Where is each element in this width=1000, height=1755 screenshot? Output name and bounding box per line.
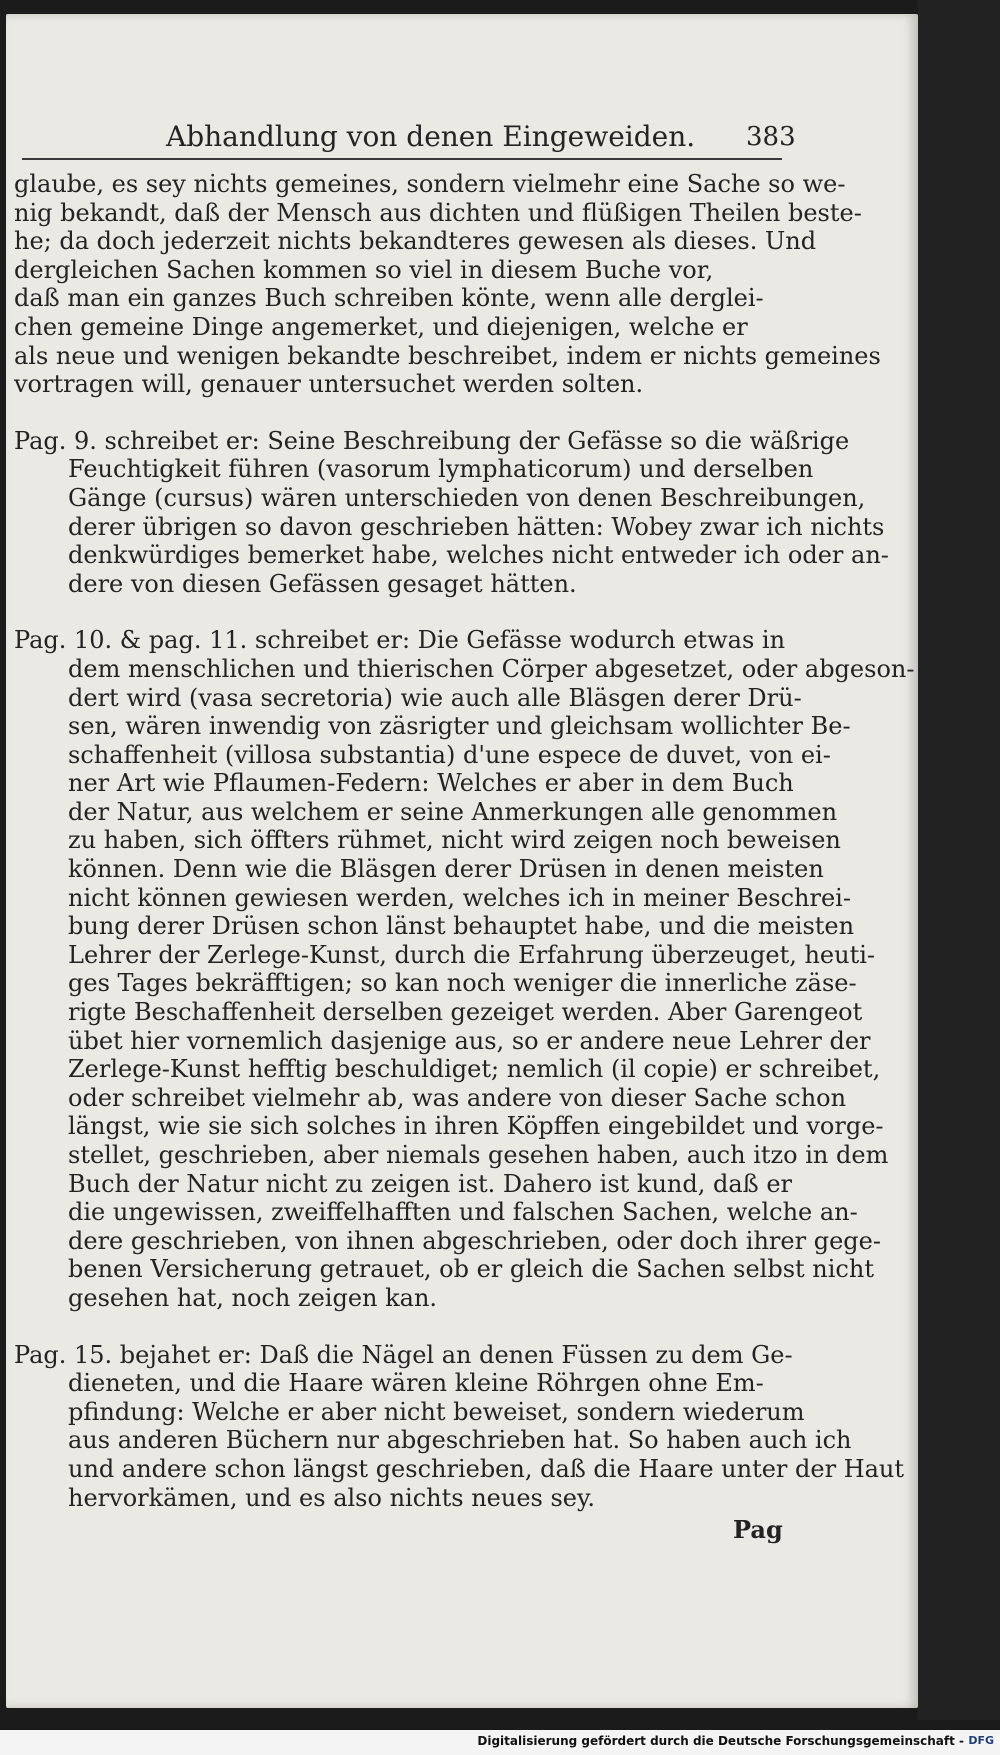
footer-bar bbox=[0, 1730, 1000, 1755]
text-line: pfindung: Welche er aber nicht beweiset, sondern wiederum bbox=[68, 1397, 805, 1426]
running-title: Abhandlung von denen Eingeweiden. bbox=[166, 120, 696, 153]
text-line: bung derer Drüsen schon länst behauptet habe, und die meisten bbox=[68, 912, 855, 941]
text-line: ges Tages bekräfftigen; so kan noch weniger die innerliche zäse- bbox=[68, 969, 857, 998]
paragraph-pag-9 bbox=[14, 426, 889, 599]
text-line: dem menschlichen und thierischen Cörper abgesetzet, oder abgeson- bbox=[68, 654, 915, 683]
text-line: nicht können gewiesen werden, welches ich in meiner Beschrei- bbox=[68, 883, 851, 912]
paragraph-pag-15 bbox=[14, 1340, 905, 1513]
text-line: können. Denn wie die Bläsgen derer Drüsen in denen meisten bbox=[68, 855, 824, 884]
text-line: rigte Beschaffenheit derselben gezeiget werden. Aber Garengeot bbox=[68, 998, 863, 1027]
body-text bbox=[14, 170, 915, 1512]
text-line: nig bekandt, daß der Mensch aus dichten und flüßigen Theilen beste- bbox=[14, 198, 862, 227]
text-line: Feuchtigkeit führen (vasorum lymphaticorum) und derselben bbox=[68, 455, 814, 484]
book-spine-shadow bbox=[918, 0, 1000, 1720]
text-line: stellet, geschrieben, aber niemals gesehen haben, auch itzo in dem bbox=[68, 1141, 889, 1169]
text-line: Zerlege-Kunst hefftig beschuldiget; nemlich (il copie) er schreibet, bbox=[68, 1055, 881, 1084]
text-line: gesehen hat, noch zeigen kan. bbox=[68, 1283, 438, 1312]
paragraph-pag-10-11 bbox=[14, 626, 915, 1312]
text-line: Buch der Natur nicht zu zeigen ist. Dahero ist kund, daß er bbox=[68, 1169, 793, 1198]
text-line: als neue und wenigen bekandte beschreibet, indem er nichts gemeines bbox=[14, 341, 881, 370]
text-line: chen gemeine Dinge angemerket, und diejenigen, welche er bbox=[14, 312, 748, 341]
text-line: oder schreibet vielmehr ab, was andere von dieser Sache schon bbox=[68, 1083, 847, 1112]
text-line: aus anderen Büchern nur abgeschrieben hat. So haben auch ich bbox=[68, 1426, 852, 1455]
text-line: derer übrigen so davon geschrieben hätten: Wobey zwar ich nichts bbox=[68, 512, 885, 541]
text-line: dere von diesen Gefässen gesaget hätten. bbox=[68, 569, 577, 598]
text-line: dergleichen Sachen kommen so viel in diesem Buche vor, bbox=[14, 255, 714, 284]
text-line: he; da doch jederzeit nichts bekandteres gewesen als dieses. Und bbox=[14, 227, 817, 256]
text-line: Pag. 15. bejahet er: Daß die Nägel an denen Füssen zu dem Ge- bbox=[14, 1340, 793, 1369]
dfg-logo-icon: DFG bbox=[968, 1734, 994, 1747]
text-line: der Natur, aus welchem er seine Anmerkungen alle genommen bbox=[68, 797, 838, 826]
text-line: Lehrer der Zerlege-Kunst, durch die Erfahrung überzeuget, heuti- bbox=[68, 940, 876, 969]
text-line: sen, wären inwendig von zäsrigter und gleichsam wollichter Be- bbox=[68, 712, 851, 741]
text-line: die ungewissen, zweiffelhafften und falschen Sachen, welche an- bbox=[68, 1198, 858, 1227]
digitization-credit: Digitalisierung gefördert durch die Deutsche Forschungsgemeinschaft - bbox=[477, 1734, 964, 1748]
paragraph bbox=[14, 170, 881, 399]
text-line: glaube, es sey nichts gemeines, sondern vielmehr eine Sache so we- bbox=[14, 170, 846, 198]
text-line: dere geschrieben, von ihnen abgeschrieben, oder doch ihrer gege- bbox=[68, 1226, 881, 1255]
header-rule bbox=[22, 158, 782, 160]
page-header bbox=[6, 114, 918, 156]
page-number: 383 bbox=[746, 122, 796, 152]
text-line: zu haben, sich öffters rühmet, nicht wird zeigen noch beweisen bbox=[68, 826, 841, 855]
text-line: dert wird (vasa secretoria) wie auch alle Bläsgen derer Drü- bbox=[68, 683, 802, 712]
text-line: daß man ein ganzes Buch schreiben könte, wenn alle derglei- bbox=[14, 284, 764, 313]
text-line: benen Versicherung getrauet, ob er gleich die Sachen selbst nicht bbox=[68, 1255, 874, 1284]
text-line: hervorkämen, und es also nichts neues sey. bbox=[68, 1483, 595, 1512]
catchword: Pag bbox=[733, 1515, 783, 1544]
text-line: dieneten, und die Haare wären kleine Röhrgen ohne Em- bbox=[68, 1369, 764, 1398]
text-line: übet hier vornemlich dasjenige aus, so er andere neue Lehrer der bbox=[68, 1026, 871, 1055]
text-line: und andere schon längst geschrieben, daß die Haare unter der Haut bbox=[68, 1454, 905, 1483]
text-line: Pag. 9. schreibet er: Seine Beschreibung der Gefässe so die wäßrige bbox=[14, 426, 850, 455]
text-line: längst, wie sie sich solches in ihren Köpffen eingebildet und vorge- bbox=[68, 1112, 884, 1141]
text-line: schaffenheit (villosa substantia) d'une espece de duvet, von ei- bbox=[68, 740, 831, 769]
text-line: ner Art wie Pflaumen-Federn: Welches er aber in dem Buch bbox=[68, 769, 794, 798]
text-line: vortragen will, genauer untersuchet werden solten. bbox=[14, 370, 644, 399]
text-line: Pag. 10. & pag. 11. schreibet er: Die Gefässe wodurch etwas in bbox=[14, 626, 786, 655]
text-line: denkwürdiges bemerket habe, welches nicht entweder ich oder an- bbox=[68, 541, 889, 570]
text-line: Gänge (cursus) wären unterschieden von denen Beschreibungen, bbox=[68, 483, 866, 512]
